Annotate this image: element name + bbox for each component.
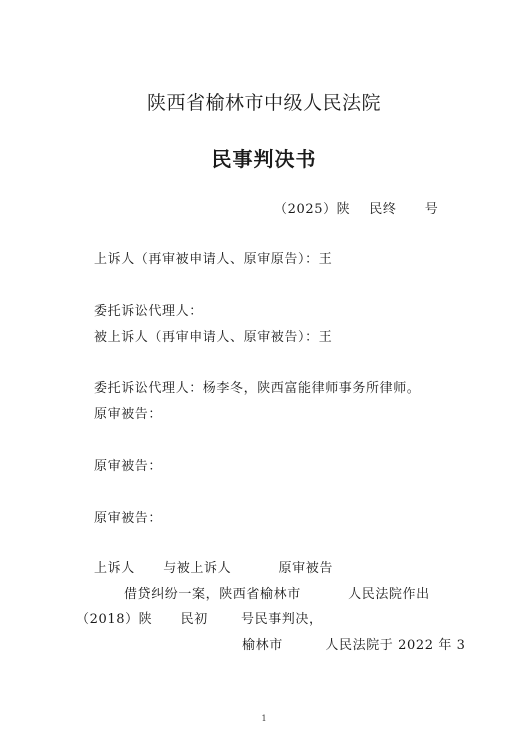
page-number: 1: [261, 714, 267, 723]
original-defendant-line-1: 原审被告：: [94, 407, 163, 422]
court-name: 陕西省榆林市中级人民法院: [146, 92, 381, 114]
appellee-line: 被上诉人（再审申请人、原审被告）：王: [94, 330, 333, 345]
case-summary-line-3: （2018）陕 民初 号民事判决，: [76, 612, 323, 627]
appellant-line: 上诉人（再审被申请人、原审原告）：王: [94, 252, 333, 267]
original-defendant-line-3: 原审被告：: [94, 511, 163, 526]
appellant-agent-line: 委托诉讼代理人：: [94, 304, 203, 319]
document-title: 民事判决书: [211, 147, 317, 171]
case-number: （2025）陕 民终 号: [274, 202, 439, 217]
case-summary-line-4: 榆林市 人民法院于 2022 年 3: [242, 638, 466, 653]
appellee-agent-line: 委托诉讼代理人：杨李冬，陕西富能律师事务所律师。: [94, 381, 421, 396]
case-summary-line-2: 借贷纠纷一案，陕西省榆林市 人民法院作出: [124, 587, 430, 602]
case-summary-line-1: 上诉人 与被上诉人 原审被告: [94, 561, 333, 576]
original-defendant-line-2: 原审被告：: [94, 459, 163, 474]
